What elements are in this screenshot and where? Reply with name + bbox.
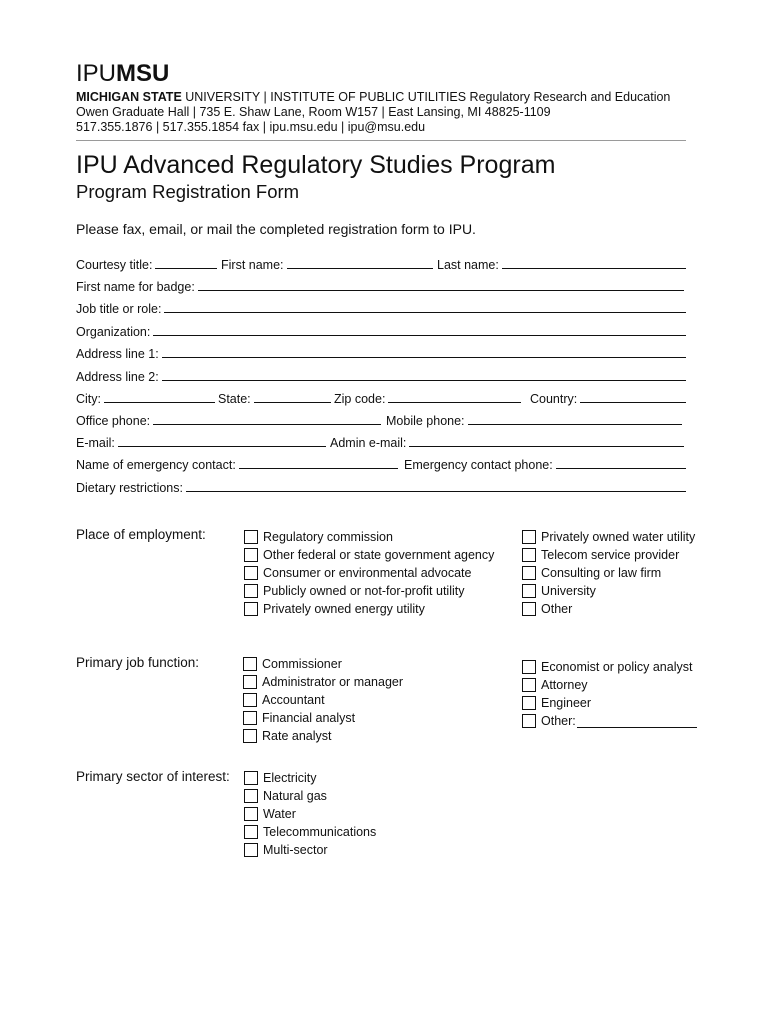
checkbox[interactable] [244,530,258,544]
job-function-option[interactable] [243,655,342,673]
header-line-3: 517.355.1876 | 517.355.1854 fax | ipu.msu.edu | ipu@msu.edu [76,120,426,134]
checkbox[interactable] [243,711,257,725]
header-line-2: Owen Graduate Hall | 735 E. Shaw Lane, Room W157 | East Lansing, MI 48825-1109 [76,105,551,119]
option-label: Consumer or environmental advocate [263,566,472,580]
job-function-option[interactable] [522,694,591,712]
job-title-row [76,300,686,316]
header-line-1 [76,89,670,105]
employment-option[interactable] [522,564,661,582]
page-subtitle: Program Registration Form [76,181,300,202]
badge-name-line[interactable] [198,278,684,291]
option-label: Other [541,602,573,616]
phone-row [76,412,686,428]
emergency-row [76,456,686,472]
option-label: Consulting or law firm [541,566,662,580]
checkbox[interactable] [244,807,258,821]
address1-row [76,345,686,361]
checkbox[interactable] [522,530,536,544]
job-title-label: Job title or role: [76,302,162,316]
dietary-field[interactable] [76,479,686,495]
checkbox[interactable] [243,693,257,707]
option-label: Engineer [541,696,592,710]
email-label: E-mail: [76,436,115,450]
checkbox[interactable] [244,843,258,857]
mobile-phone-field[interactable] [386,412,682,428]
job-function-option[interactable] [243,727,331,745]
header-divider [76,140,686,141]
dietary-label: Dietary restrictions: [76,481,183,495]
dietary-line[interactable] [186,479,686,492]
job-function-other-option[interactable] [522,712,697,730]
emergency-phone-field[interactable] [404,456,686,472]
option-label: Accountant [262,693,325,707]
admin-email-field[interactable] [330,434,684,450]
employment-option[interactable] [522,546,679,564]
checkbox[interactable] [244,771,258,785]
option-label: Other federal or state government agency [263,548,495,562]
checkbox[interactable] [522,696,536,710]
sector-option[interactable] [244,841,328,859]
option-label: University [541,584,596,598]
address1-line[interactable] [162,345,686,358]
last-name-line[interactable] [502,256,686,269]
option-label: Privately owned energy utility [263,602,425,616]
sector-option[interactable] [244,823,376,841]
email-field[interactable] [76,434,326,450]
option-label: Water [263,807,296,821]
email-row [76,434,686,450]
option-label: Privately owned water utility [541,530,696,544]
job-function-option[interactable] [243,709,355,727]
office-phone-label: Office phone: [76,414,151,428]
address2-field[interactable] [76,368,686,384]
option-label: Natural gas [263,789,327,803]
mobile-phone-line[interactable] [468,412,682,425]
checkbox[interactable] [244,548,258,562]
checkbox[interactable] [522,678,536,692]
checkbox[interactable] [243,657,257,671]
employment-option[interactable] [522,600,572,618]
other-specify-line[interactable] [577,714,697,728]
job-function-option[interactable] [243,691,325,709]
organization-row [76,323,686,339]
mobile-phone-label: Mobile phone: [386,414,465,428]
job-function-heading: Primary job function: [76,655,200,670]
first-name-label: First name: [221,258,284,272]
courtesy-title-line[interactable] [155,256,217,269]
logo-ipu: IPU [76,60,117,87]
option-label: Telecom service provider [541,548,680,562]
option-label: Commissioner [262,657,342,671]
option-label: Financial analyst [262,711,356,725]
organization-line[interactable] [153,323,686,336]
state-line[interactable] [254,390,331,403]
sector-option[interactable] [244,769,316,787]
sector-option[interactable] [244,805,296,823]
badge-name-label: First name for badge: [76,280,195,294]
organization-field[interactable] [76,323,686,339]
last-name-label: Last name: [437,258,499,272]
checkbox[interactable] [244,602,258,616]
option-label: Regulatory commission [263,530,393,544]
state-label: State: [218,392,251,406]
sector-option[interactable] [244,787,327,805]
job-function-option[interactable] [522,658,692,676]
zip-label: Zip code: [334,392,386,406]
address2-label: Address line 2: [76,370,159,384]
badge-row [76,278,686,294]
country-line[interactable] [580,390,686,403]
option-label: Administrator or manager [262,675,404,689]
first-name-line[interactable] [287,256,433,269]
address2-row [76,368,686,384]
name-row [76,256,686,272]
option-label: Rate analyst [262,729,332,743]
address2-line[interactable] [162,368,686,381]
emergency-contact-field[interactable] [76,456,398,472]
admin-email-label: Admin e-mail: [330,436,407,450]
employment-option[interactable] [244,582,464,600]
checkbox[interactable] [522,548,536,562]
checkbox[interactable] [243,675,257,689]
dietary-row [76,479,686,495]
option-label: Publicly owned or not-for-profit utility [263,584,465,598]
address1-label: Address line 1: [76,347,159,361]
sector-heading: Primary sector of interest: [76,769,230,784]
courtesy-title-label: Courtesy title: [76,258,153,272]
employment-option[interactable] [522,528,695,546]
office-phone-field[interactable] [76,412,381,428]
job-title-field[interactable] [76,300,686,316]
first-name-field[interactable] [221,256,433,272]
email-line[interactable] [118,434,326,447]
employment-heading: Place of employment: [76,527,206,542]
option-label: Attorney [541,678,588,692]
city-label: City: [76,392,101,406]
option-label: Telecommunications [263,825,377,839]
country-label: Country: [530,392,578,406]
emergency-phone-line[interactable] [556,456,686,469]
employment-option[interactable] [244,528,393,546]
job-title-line[interactable] [164,300,686,313]
option-label: Other: [541,714,576,728]
badge-name-field[interactable] [76,278,684,294]
checkbox[interactable] [522,602,536,616]
address1-field[interactable] [76,345,686,361]
option-label: Multi-sector [263,843,328,857]
emergency-phone-label: Emergency contact phone: [404,458,553,472]
state-field[interactable] [218,390,331,406]
zip-field[interactable] [334,390,521,406]
last-name-field[interactable] [437,256,686,272]
page-title: IPU Advanced Regulatory Studies Program [76,151,556,179]
option-label: Electricity [263,771,317,785]
emergency-contact-label: Name of emergency contact: [76,458,236,472]
employment-option[interactable] [244,546,494,564]
instructions: Please fax, email, or mail the completed registration form to IPU. [76,221,476,237]
office-phone-line[interactable] [153,412,381,425]
city-row [76,390,686,406]
ipu-msu-logo [76,60,169,88]
admin-email-line[interactable] [409,434,684,447]
header-institute: UNIVERSITY | INSTITUTE OF PUBLIC UTILITIES Regulatory Research and Education [181,90,671,104]
header-msu-name: MICHIGAN STATE [76,90,182,104]
employment-option[interactable] [522,582,596,600]
checkbox[interactable] [244,825,258,839]
option-label: Economist or policy analyst [541,660,693,674]
logo-msu: MSU [116,60,170,87]
city-line[interactable] [104,390,215,403]
zip-line[interactable] [388,390,521,403]
job-function-option[interactable] [243,673,403,691]
employment-option[interactable] [244,564,471,582]
checkbox[interactable] [522,566,536,580]
city-field[interactable] [76,390,215,406]
checkbox[interactable] [522,714,536,728]
checkbox[interactable] [522,660,536,674]
courtesy-title-field[interactable] [76,256,217,272]
emergency-contact-line[interactable] [239,456,398,469]
job-function-option[interactable] [522,676,588,694]
organization-label: Organization: [76,325,151,339]
employment-option[interactable] [244,600,425,618]
checkbox[interactable] [244,566,258,580]
checkbox[interactable] [243,729,257,743]
checkbox[interactable] [522,584,536,598]
country-field[interactable] [530,390,686,406]
checkbox[interactable] [244,584,258,598]
checkbox[interactable] [244,789,258,803]
